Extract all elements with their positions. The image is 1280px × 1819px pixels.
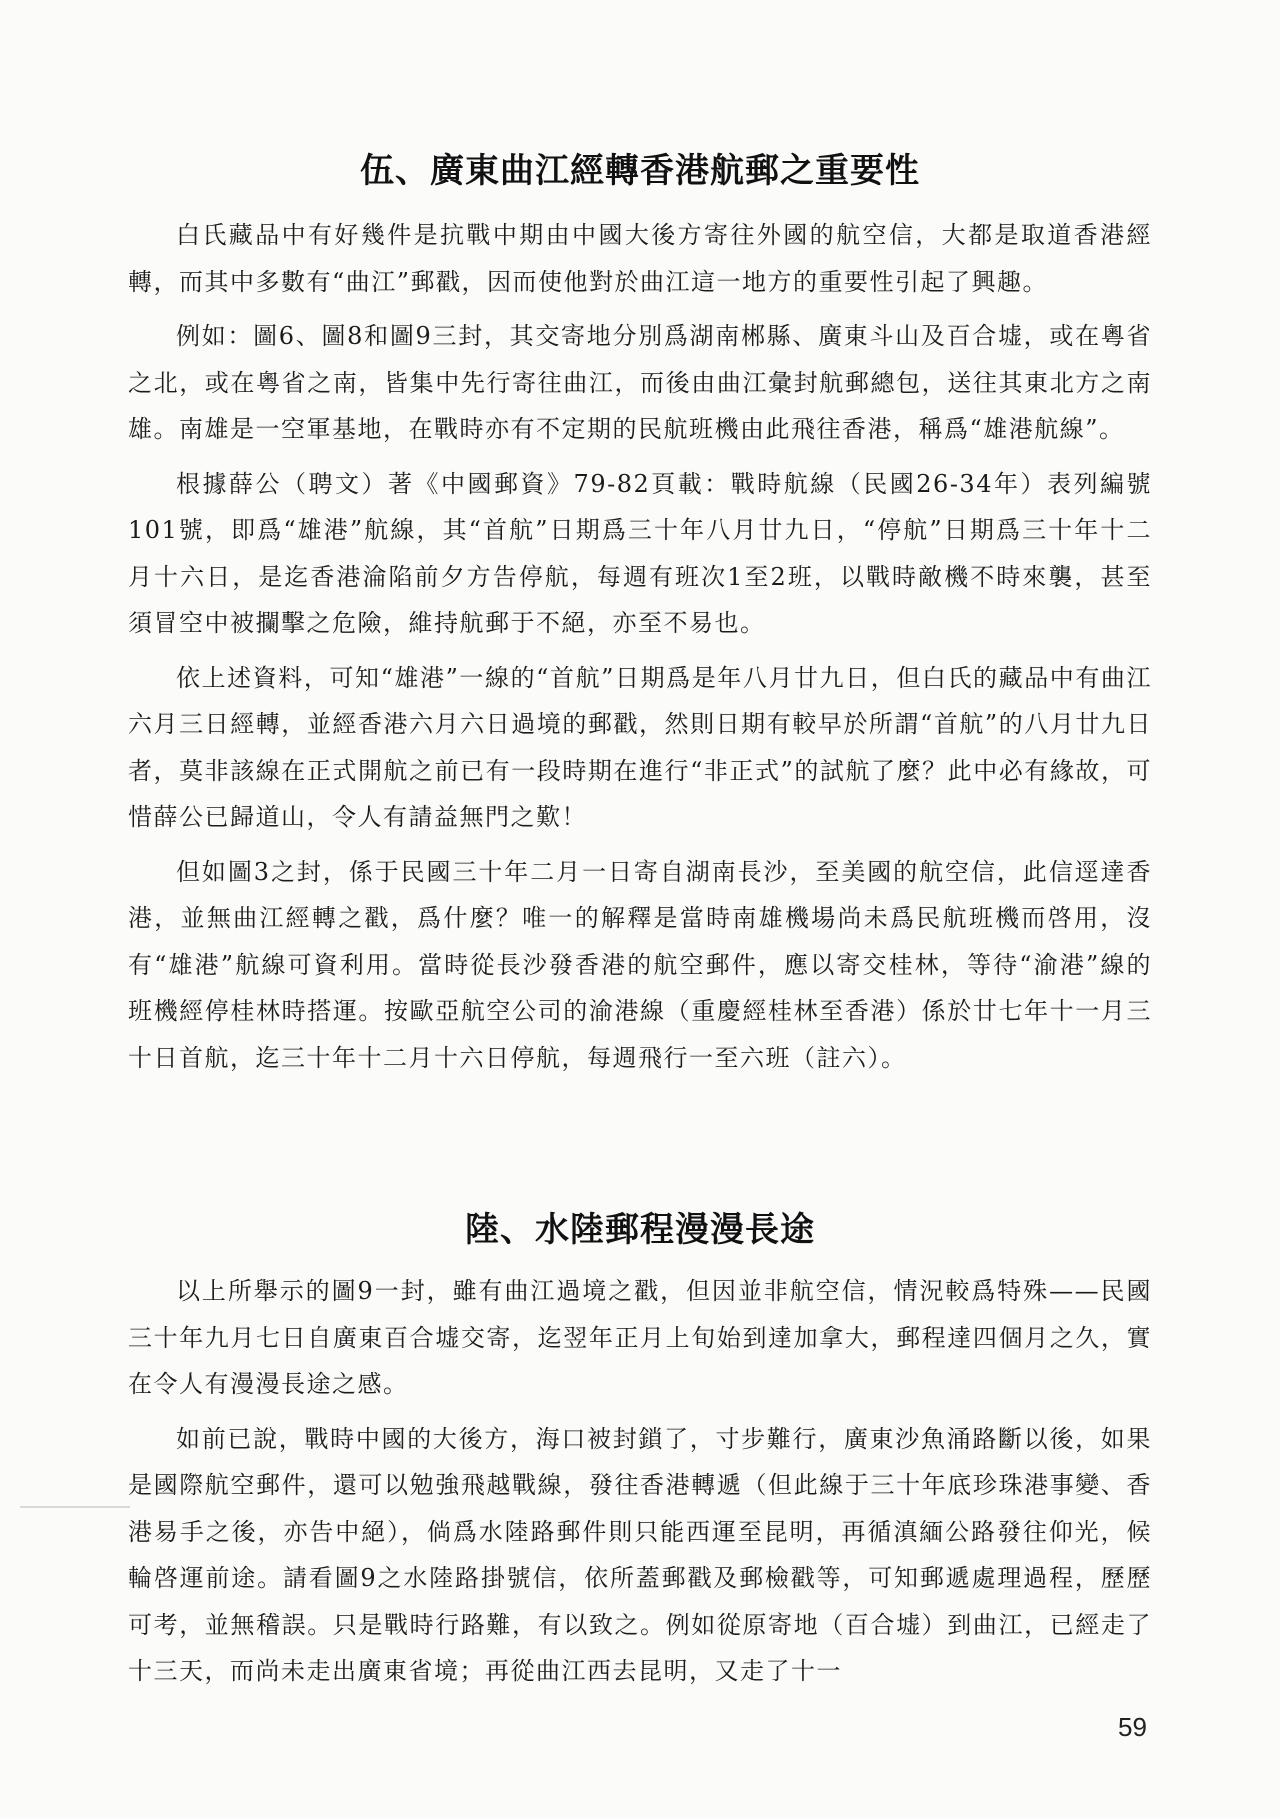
paragraph: 以上所舉示的圖9一封，雖有曲江過境之戳，但因並非航空信，情況較爲特殊——民國三十年九月七日自廣東百合墟交寄，迄翌年正月上旬始到達加拿大，郵程達四個月之久，實在令人有漫漫長途之感。: [128, 1277, 1152, 1398]
paragraph: 如前已說，戰時中國的大後方，海口被封鎖了，寸步難行，廣東沙魚涌路斷以後，如果是國際航空郵件，還可以勉強飛越戰線，發往香港轉遞（但此線于三十年底珍珠港事變、香港易手之後，亦告中絕），倘爲水陸路郵件則只能西運至昆明，再循滇緬公路發往仰光，候輪啓運前途。請看圖9之水陸路掛號信，依所蓋郵戳及郵檢戳等，可知郵遞處理過程，歷歷可考，並無稽誤。只是戰時行路難，有以致之。例如從原寄地（百合墟）到曲江，已經走了十三天，而尚未走出廣東省境；再從曲江西去昆明，又走了十一: [128, 1424, 1152, 1685]
page-number: 59: [1118, 1712, 1147, 1742]
section-body: [128, 1268, 1152, 1695]
paragraph: 白氏藏品中有好幾件是抗戰中期由中國大後方寄往外國的航空信，大都是取道香港經轉，而其中多數有“曲江”郵戳，因而使他對於曲江這一地方的重要性引起了興趣。: [128, 221, 1152, 296]
section-heading: 陸、水陸郵程漫漫長途: [465, 1210, 815, 1250]
scan-artifact-line: [20, 1506, 130, 1508]
paragraph: 根據薛公（聘文）著《中國郵資》79-82頁載：戰時航線（民國26-34年）表列編號101號，即爲“雄港”航線，其“首航”日期爲三十年八月廿九日，“停航”日期爲三十年十二月十六日，是迄香港淪陷前夕方告停航，每週有班次1至2班，以戰時敵機不時來襲，甚至須冒空中被攔擊之危險，維持航郵于不絕，亦至不易也。: [128, 469, 1152, 637]
paragraph: 但如圖3之封，係于民國三十年二月一日寄自湖南長沙，至美國的航空信，此信逕達香港，並無曲江經轉之戳，爲什麼？唯一的解釋是當時南雄機場尚未爲民航班機而啓用，沒有“雄港”航線可資利用。當時從長沙發香港的航空郵件，應以寄交桂林，等待“渝港”線的班機經停桂林時搭運。按歐亞航空公司的渝港線（重慶經桂林至香港）係於廿七年十一月三十日首航，迄三十年十二月十六日停航，每週飛行一至六班（註六）。: [128, 857, 1152, 1072]
section-heading: 伍、廣東曲江經轉香港航郵之重要性: [360, 151, 920, 191]
paragraph: 例如：圖6、圖8和圖9三封，其交寄地分別爲湖南郴縣、廣東斗山及百合墟，或在粵省之北，或在粵省之南，皆集中先行寄往曲江，而後由曲江彙封航郵總包，送往其東北方之南雄。南雄是一空軍基地，在戰時亦有不定期的民航班機由此飛往香港，稱爲“雄港航線”。: [128, 322, 1152, 443]
paragraph: 依上述資料，可知“雄港”一線的“首航”日期爲是年八月廿九日，但白氏的藏品中有曲江六月三日經轉，並經香港六月六日過境的郵戳，然則日期有較早於所謂“首航”的八月廿九日者，莫非該線在正式開航之前已有一段時期在進行“非正式”的試航了麼？此中必有緣故，可惜薛公已歸道山，令人有請益無門之歎！: [128, 663, 1152, 831]
section-body: [128, 212, 1152, 1081]
